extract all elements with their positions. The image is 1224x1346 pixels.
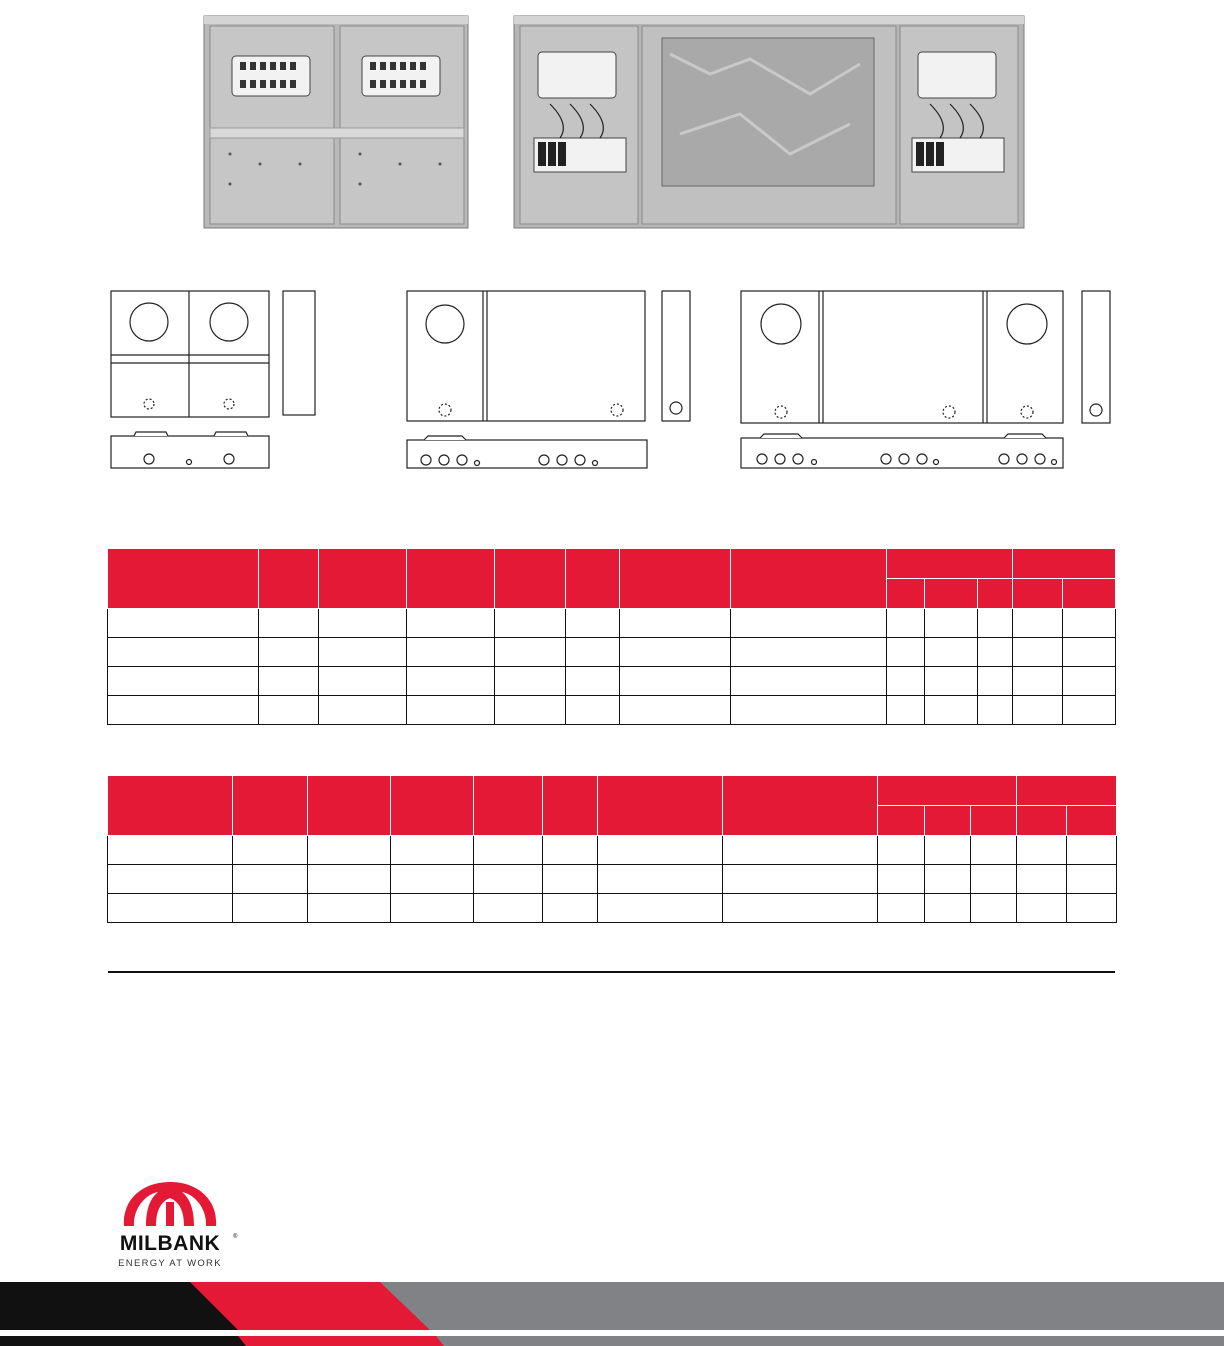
table-row	[108, 836, 1117, 865]
table-row	[108, 667, 1116, 696]
table-row	[108, 865, 1117, 894]
brand-tagline: ENERGY AT WORK	[118, 1258, 222, 1269]
two-position-meter-socket-photo	[200, 14, 472, 232]
horizontal-rule	[108, 971, 1115, 973]
milbank-mark-icon	[124, 1182, 216, 1226]
two-position-meter-socket-with-ct-cabinet-photo	[510, 14, 1028, 232]
table-header-row	[108, 776, 1117, 806]
table-row	[108, 609, 1116, 638]
footer-band	[0, 1282, 1224, 1346]
drawing-single-socket-with-ct-compartment	[404, 288, 696, 472]
table-row	[108, 894, 1117, 923]
drawing-two-position-socket	[108, 288, 320, 472]
table-row	[108, 696, 1116, 725]
drawing-two-socket-with-ct-compartment	[738, 288, 1114, 472]
table-header-row	[108, 549, 1116, 579]
spec-table-1	[107, 548, 1116, 725]
brand-name: MILBANK	[119, 1232, 221, 1255]
registered-mark: ®	[233, 1234, 238, 1240]
table-row	[108, 638, 1116, 667]
milbank-logo	[100, 1176, 240, 1272]
spec-table-2	[107, 775, 1117, 923]
